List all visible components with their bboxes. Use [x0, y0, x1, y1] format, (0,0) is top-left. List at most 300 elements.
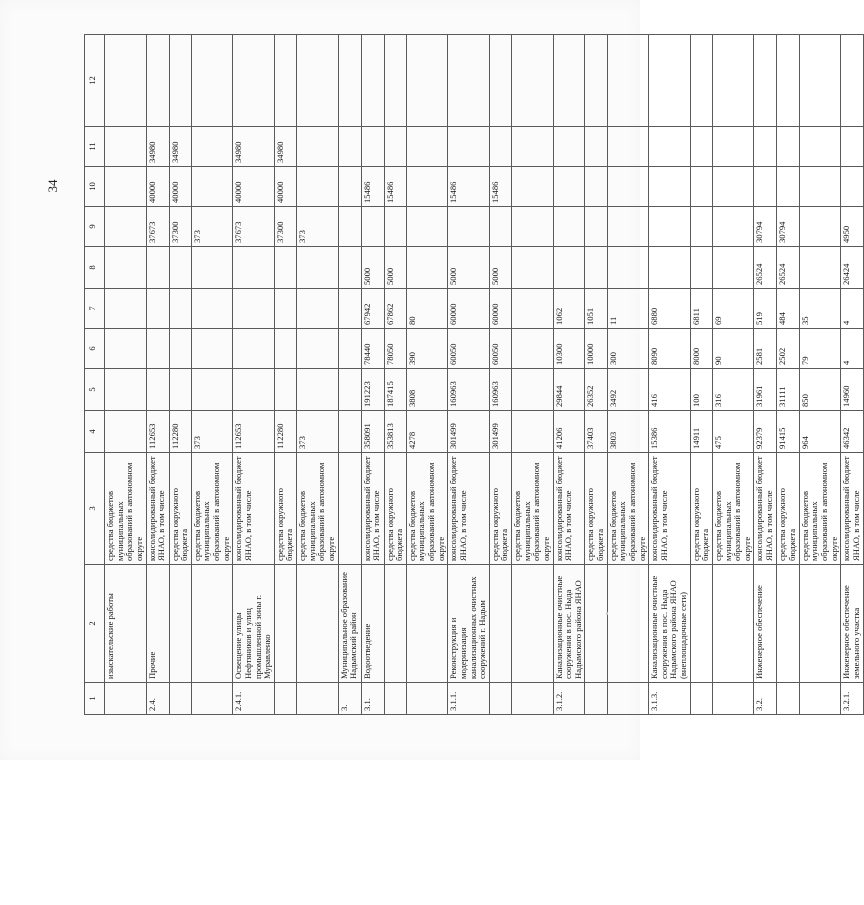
table-cell-col-3: средства бюджетов муниципальных образований в автономном округе	[607, 453, 649, 565]
column-header: 2	[85, 565, 105, 683]
table-cell-col-4: 4278	[406, 411, 448, 453]
table-cell-col-9: 37300	[169, 207, 191, 247]
table-cell-col-5: 416	[649, 369, 691, 411]
table-cell-col-2: изыскательские работы	[105, 565, 147, 683]
table-cell-col-7: 60000	[448, 289, 490, 329]
table-cell-col-5: 160963	[489, 369, 511, 411]
table-cell-col-11	[489, 127, 511, 167]
table-cell-col-1	[712, 683, 754, 715]
table-cell-col-4: 964	[799, 411, 841, 453]
table-cell-col-10	[406, 167, 448, 207]
table-cell-col-2: Канализационные очистные сооружения в пос. Ныда Надымского района ЯНАО	[553, 565, 585, 683]
table-cell-col-10	[191, 167, 233, 207]
table-cell-col-7	[233, 289, 275, 329]
scan-mark	[606, 612, 608, 615]
table-cell-col-9: 37673	[233, 207, 275, 247]
table-cell-col-6	[105, 329, 147, 369]
table-cell-col-9: 373	[191, 207, 233, 247]
table-cell-col-2	[489, 565, 511, 683]
table-cell-col-9	[448, 207, 490, 247]
table-cell-col-10: 15486	[448, 167, 490, 207]
column-header: 7	[85, 289, 105, 329]
table-cell-col-6: 10300	[553, 329, 585, 369]
table-cell-col-11	[649, 127, 691, 167]
table-cell-col-7: 1062	[553, 289, 585, 329]
table-cell-col-12	[146, 35, 169, 127]
table-cell-col-8	[338, 247, 361, 289]
table-cell-col-5: 3808	[406, 369, 448, 411]
table-cell-col-8	[799, 247, 841, 289]
table-cell-col-7: 6811	[690, 289, 712, 329]
table-cell-col-5: 29844	[553, 369, 585, 411]
table-cell-col-2	[406, 565, 448, 683]
table-cell-col-9	[690, 207, 712, 247]
table-cell-col-2	[585, 565, 607, 683]
table-row	[361, 35, 384, 715]
table-cell-col-11	[553, 127, 585, 167]
table-cell-col-12	[649, 35, 691, 127]
table-cell-col-7	[169, 289, 191, 329]
table-cell-col-12	[297, 35, 339, 127]
table-cell-col-8: 5000	[448, 247, 490, 289]
table-cell-col-4	[338, 411, 361, 453]
table-cell-col-12	[512, 35, 554, 127]
table-cell-col-3: средства окружного бюджета	[690, 453, 712, 565]
table-cell-col-7	[512, 289, 554, 329]
table-cell-col-4: 373	[191, 411, 233, 453]
table-cell-col-5	[105, 369, 147, 411]
table-cell-col-9	[799, 207, 841, 247]
table-cell-col-11	[191, 127, 233, 167]
table-cell-col-12	[233, 35, 275, 127]
table-cell-col-8	[146, 247, 169, 289]
table-cell-col-6	[233, 329, 275, 369]
table-cell-col-10	[607, 167, 649, 207]
table-cell-col-2: Освещение улицы Нефтяников и улиц промышленной зоны г. Муравленко	[233, 565, 275, 683]
table-cell-col-5: 316	[712, 369, 754, 411]
column-header: 8	[85, 247, 105, 289]
table-row	[384, 35, 406, 715]
table-cell-col-1: 3.2.	[754, 683, 777, 715]
table-cell-col-11: 34980	[169, 127, 191, 167]
table-cell-col-2: Инженерное обеспечение земельного участка	[841, 565, 864, 683]
table-cell-col-1	[191, 683, 233, 715]
table-cell-col-9	[553, 207, 585, 247]
table-cell-col-1	[585, 683, 607, 715]
table-cell-col-7: 80	[406, 289, 448, 329]
table-cell-col-6: 10000	[585, 329, 607, 369]
table-cell-col-3: консолидированный бюджет ЯНАО, в том числе	[841, 453, 864, 565]
table-cell-col-1: 2.4.1.	[233, 683, 275, 715]
table-cell-col-3: средства бюджетов муниципальных образований в автономном округе	[512, 453, 554, 565]
table-cell-col-10	[553, 167, 585, 207]
table-cell-col-7: 484	[777, 289, 799, 329]
table-cell-col-9	[607, 207, 649, 247]
table-cell-col-10	[841, 167, 864, 207]
table-cell-col-3	[338, 453, 361, 565]
table-cell-col-10: 40000	[233, 167, 275, 207]
table-row	[406, 35, 448, 715]
table-row	[338, 35, 361, 715]
table-cell-col-12	[406, 35, 448, 127]
table-cell-col-6	[169, 329, 191, 369]
table-cell-col-10	[712, 167, 754, 207]
table-cell-col-4: 475	[712, 411, 754, 453]
table-cell-col-12	[274, 35, 296, 127]
table-cell-col-7: 519	[754, 289, 777, 329]
table-cell-col-6: 4	[841, 329, 864, 369]
table-cell-col-1	[274, 683, 296, 715]
table-cell-col-11	[448, 127, 490, 167]
table-cell-col-8	[274, 247, 296, 289]
table-cell-col-7: 69	[712, 289, 754, 329]
table-cell-col-10	[649, 167, 691, 207]
table-cell-col-10: 40000	[146, 167, 169, 207]
table-cell-col-2: Прочие	[146, 565, 169, 683]
table-cell-col-6: 390	[406, 329, 448, 369]
table-cell-col-3: консолидированный бюджет ЯНАО, в том числе	[649, 453, 691, 565]
table-cell-col-8: 5000	[361, 247, 384, 289]
table-cell-col-5: 191223	[361, 369, 384, 411]
table-cell-col-10	[105, 167, 147, 207]
table-cell-col-4: 301499	[489, 411, 511, 453]
table-cell-col-6: 78050	[384, 329, 406, 369]
table-cell-col-5	[191, 369, 233, 411]
table-cell-col-10	[690, 167, 712, 207]
table-cell-col-4: 14911	[690, 411, 712, 453]
table-cell-col-5: 160963	[448, 369, 490, 411]
table-cell-col-3: средства окружного бюджета	[274, 453, 296, 565]
table-row	[553, 35, 585, 715]
table-cell-col-9	[489, 207, 511, 247]
column-header: 3	[85, 453, 105, 565]
table-cell-col-6: 79	[799, 329, 841, 369]
table-cell-col-7	[274, 289, 296, 329]
table-row	[169, 35, 191, 715]
table-cell-col-10: 40000	[274, 167, 296, 207]
table-cell-col-1	[607, 683, 649, 715]
table-cell-col-8	[712, 247, 754, 289]
table-cell-col-8: 26524	[777, 247, 799, 289]
table-cell-col-10	[338, 167, 361, 207]
table-cell-col-11: 34980	[274, 127, 296, 167]
table-cell-col-11	[841, 127, 864, 167]
rotated-table-container	[84, 35, 861, 715]
table-cell-col-2	[712, 565, 754, 683]
table-cell-col-9	[585, 207, 607, 247]
table-row	[297, 35, 339, 715]
table-cell-col-8	[105, 247, 147, 289]
table-cell-col-11	[406, 127, 448, 167]
table-row	[512, 35, 554, 715]
table-row	[649, 35, 691, 715]
table-cell-col-5	[274, 369, 296, 411]
table-cell-col-2	[191, 565, 233, 683]
page-number: 34	[45, 179, 60, 193]
table-cell-col-10	[512, 167, 554, 207]
table-cell-col-1: 3.1.3.	[649, 683, 691, 715]
table-row	[448, 35, 490, 715]
table-cell-col-3: средства бюджетов муниципальных образований в автономном округе	[406, 453, 448, 565]
table-row	[841, 35, 864, 715]
table-row	[105, 35, 147, 715]
table-cell-col-1	[105, 683, 147, 715]
column-header: 5	[85, 369, 105, 411]
table-cell-col-10	[777, 167, 799, 207]
table-cell-col-4: 353813	[384, 411, 406, 453]
table-cell-col-4: 37403	[585, 411, 607, 453]
header-row	[85, 35, 105, 715]
table-cell-col-5	[297, 369, 339, 411]
table-cell-col-11: 34980	[146, 127, 169, 167]
table-cell-col-8: 5000	[384, 247, 406, 289]
table-cell-col-8: 26424	[841, 247, 864, 289]
table-cell-col-6	[191, 329, 233, 369]
table-cell-col-4: 41206	[553, 411, 585, 453]
table-cell-col-9: 4950	[841, 207, 864, 247]
table-cell-col-11	[585, 127, 607, 167]
column-header: 6	[85, 329, 105, 369]
column-header: 10	[85, 167, 105, 207]
table-cell-col-1	[799, 683, 841, 715]
table-cell-col-7: 4	[841, 289, 864, 329]
table-row	[712, 35, 754, 715]
table-cell-col-1: 3.1.	[361, 683, 384, 715]
table-cell-col-5: 850	[799, 369, 841, 411]
table-cell-col-10: 15486	[489, 167, 511, 207]
table-row	[754, 35, 777, 715]
table-cell-col-12	[361, 35, 384, 127]
table-cell-col-6	[146, 329, 169, 369]
table-cell-col-1	[777, 683, 799, 715]
table-cell-col-11	[105, 127, 147, 167]
table-cell-col-3: средства окружного бюджета	[384, 453, 406, 565]
table-cell-col-2	[799, 565, 841, 683]
table-cell-col-5	[233, 369, 275, 411]
table-cell-col-5: 31961	[754, 369, 777, 411]
table-cell-col-11	[384, 127, 406, 167]
table-cell-col-1: 3.1.2.	[553, 683, 585, 715]
table-cell-col-4: 112653	[146, 411, 169, 453]
table-cell-col-2: Муниципальное образование Надымский район	[338, 565, 361, 683]
table-cell-col-6: 2581	[754, 329, 777, 369]
table-cell-col-5: 26352	[585, 369, 607, 411]
table-cell-col-5	[512, 369, 554, 411]
table-cell-col-8	[649, 247, 691, 289]
table-cell-col-3: консолидированный бюджет ЯНАО, в том числе	[233, 453, 275, 565]
table-cell-col-5: 3492	[607, 369, 649, 411]
table-cell-col-5	[338, 369, 361, 411]
table-cell-col-2	[384, 565, 406, 683]
table-cell-col-12	[384, 35, 406, 127]
table-cell-col-7	[191, 289, 233, 329]
table-cell-col-12	[105, 35, 147, 127]
table-cell-col-2	[512, 565, 554, 683]
table-cell-col-3: средства бюджетов муниципальных образований в автономном округе	[799, 453, 841, 565]
table-cell-col-2	[297, 565, 339, 683]
table-cell-col-7: 1051	[585, 289, 607, 329]
table-cell-col-8	[553, 247, 585, 289]
table-cell-col-5	[146, 369, 169, 411]
table-cell-col-12	[777, 35, 799, 127]
table-cell-col-9	[338, 207, 361, 247]
table-cell-col-1: 2.4.	[146, 683, 169, 715]
table-cell-col-12	[585, 35, 607, 127]
table-cell-col-12	[191, 35, 233, 127]
table-cell-col-4: 112653	[233, 411, 275, 453]
table-cell-col-12	[799, 35, 841, 127]
table-cell-col-3: средства бюджетов муниципальных образований в автономном округе	[712, 453, 754, 565]
table-cell-col-1: 3.1.1.	[448, 683, 490, 715]
table-cell-col-9: 37300	[274, 207, 296, 247]
table-cell-col-9: 373	[297, 207, 339, 247]
table-cell-col-9: 30794	[777, 207, 799, 247]
table-cell-col-2	[169, 565, 191, 683]
table-cell-col-11	[607, 127, 649, 167]
table-cell-col-5: 100	[690, 369, 712, 411]
table-cell-col-6: 300	[607, 329, 649, 369]
table-cell-col-5	[169, 369, 191, 411]
table-cell-col-6: 90	[712, 329, 754, 369]
table-cell-col-12	[712, 35, 754, 127]
table-cell-col-5: 187415	[384, 369, 406, 411]
table-cell-col-11	[777, 127, 799, 167]
table-cell-col-2: Реконструкция и модернизация канализационных очистных сооружений г. Надым	[448, 565, 490, 683]
table-cell-col-3: средства окружного бюджета	[777, 453, 799, 565]
table-cell-col-12	[690, 35, 712, 127]
table-cell-col-7: 60000	[489, 289, 511, 329]
table-cell-col-1	[690, 683, 712, 715]
table-cell-col-1	[406, 683, 448, 715]
table-cell-col-5: 14960	[841, 369, 864, 411]
table-cell-col-12	[489, 35, 511, 127]
table-cell-col-10: 15486	[384, 167, 406, 207]
table-cell-col-1	[512, 683, 554, 715]
table-cell-col-12	[841, 35, 864, 127]
table-cell-col-2	[274, 565, 296, 683]
table-cell-col-6	[338, 329, 361, 369]
column-header: 4	[85, 411, 105, 453]
table-cell-col-4: 373	[297, 411, 339, 453]
table-row	[690, 35, 712, 715]
table-cell-col-4: 91415	[777, 411, 799, 453]
table-cell-col-8	[169, 247, 191, 289]
table-cell-col-9: 37673	[146, 207, 169, 247]
table-cell-col-3: консолидированный бюджет ЯНАО, в том числе	[553, 453, 585, 565]
table-cell-col-6: 78440	[361, 329, 384, 369]
table-cell-col-9	[361, 207, 384, 247]
table-cell-col-4: 92379	[754, 411, 777, 453]
table-cell-col-7: 67862	[384, 289, 406, 329]
table-cell-col-2	[777, 565, 799, 683]
table-cell-col-9	[105, 207, 147, 247]
table-cell-col-2: Канализационные очистные сооружения в пос. Ныда Надымского района ЯНАО (внеплощадочные сети)	[649, 565, 691, 683]
table-cell-col-4	[105, 411, 147, 453]
table-cell-col-10	[799, 167, 841, 207]
table-cell-col-11	[712, 127, 754, 167]
table-cell-col-7: 6880	[649, 289, 691, 329]
table-cell-col-2: Водоотведение	[361, 565, 384, 683]
table-cell-col-11	[799, 127, 841, 167]
table-cell-col-11	[361, 127, 384, 167]
table-cell-col-8: 26524	[754, 247, 777, 289]
table-cell-col-10	[297, 167, 339, 207]
table-cell-col-11	[338, 127, 361, 167]
table-cell-col-12	[754, 35, 777, 127]
table-cell-col-9	[649, 207, 691, 247]
table-cell-col-3: средства окружного бюджета	[585, 453, 607, 565]
table-cell-col-1: 3.	[338, 683, 361, 715]
table-row	[607, 35, 649, 715]
table-row	[191, 35, 233, 715]
table-cell-col-2	[607, 565, 649, 683]
table-cell-col-7: 11	[607, 289, 649, 329]
table-cell-col-7	[105, 289, 147, 329]
table-cell-col-8: 5000	[489, 247, 511, 289]
table-row	[274, 35, 296, 715]
column-header: 11	[85, 127, 105, 167]
table-cell-col-4: 301499	[448, 411, 490, 453]
table-cell-col-4: 15386	[649, 411, 691, 453]
table-cell-col-9	[384, 207, 406, 247]
table-cell-col-12	[607, 35, 649, 127]
table-cell-col-7	[146, 289, 169, 329]
table-row	[489, 35, 511, 715]
table-cell-col-7: 67942	[361, 289, 384, 329]
table-cell-col-4	[512, 411, 554, 453]
table-cell-col-11	[297, 127, 339, 167]
table-cell-col-8	[191, 247, 233, 289]
table-cell-col-6: 60050	[448, 329, 490, 369]
table-cell-col-3: консолидированный бюджет ЯНАО, в том числе	[361, 453, 384, 565]
table-cell-col-8	[233, 247, 275, 289]
table-row	[233, 35, 275, 715]
table-cell-col-1	[384, 683, 406, 715]
table-cell-col-6: 8090	[649, 329, 691, 369]
table-row	[777, 35, 799, 715]
table-cell-col-11: 34980	[233, 127, 275, 167]
table-cell-col-3: средства окружного бюджета	[169, 453, 191, 565]
table-cell-col-4: 3803	[607, 411, 649, 453]
table-cell-col-8	[512, 247, 554, 289]
table-row	[585, 35, 607, 715]
table-cell-col-7	[297, 289, 339, 329]
table-cell-col-6: 8000	[690, 329, 712, 369]
table-cell-col-6	[512, 329, 554, 369]
table-cell-col-3: консолидированный бюджет ЯНАО, в том числе	[448, 453, 490, 565]
column-header: 1	[85, 683, 105, 715]
table-cell-col-3: средства окружного бюджета	[489, 453, 511, 565]
table-cell-col-12	[553, 35, 585, 127]
table-cell-col-1: 3.2.1.	[841, 683, 864, 715]
table-cell-col-6: 2502	[777, 329, 799, 369]
table-cell-col-10	[754, 167, 777, 207]
column-header: 12	[85, 35, 105, 127]
table-cell-col-8	[406, 247, 448, 289]
table-cell-col-3: средства бюджетов муниципальных образований в автономном округе	[105, 453, 147, 565]
table-cell-col-9	[512, 207, 554, 247]
table-cell-col-3: консолидированный бюджет ЯНАО, в том числе	[146, 453, 169, 565]
table-cell-col-1	[489, 683, 511, 715]
table-cell-col-4: 112280	[169, 411, 191, 453]
table-cell-col-6: 60050	[489, 329, 511, 369]
table-cell-col-3: средства бюджетов муниципальных образований в автономном округе	[297, 453, 339, 565]
table-cell-col-11	[690, 127, 712, 167]
table-cell-col-8	[297, 247, 339, 289]
table-cell-col-6	[274, 329, 296, 369]
table-cell-col-10	[585, 167, 607, 207]
table-cell-col-11	[512, 127, 554, 167]
